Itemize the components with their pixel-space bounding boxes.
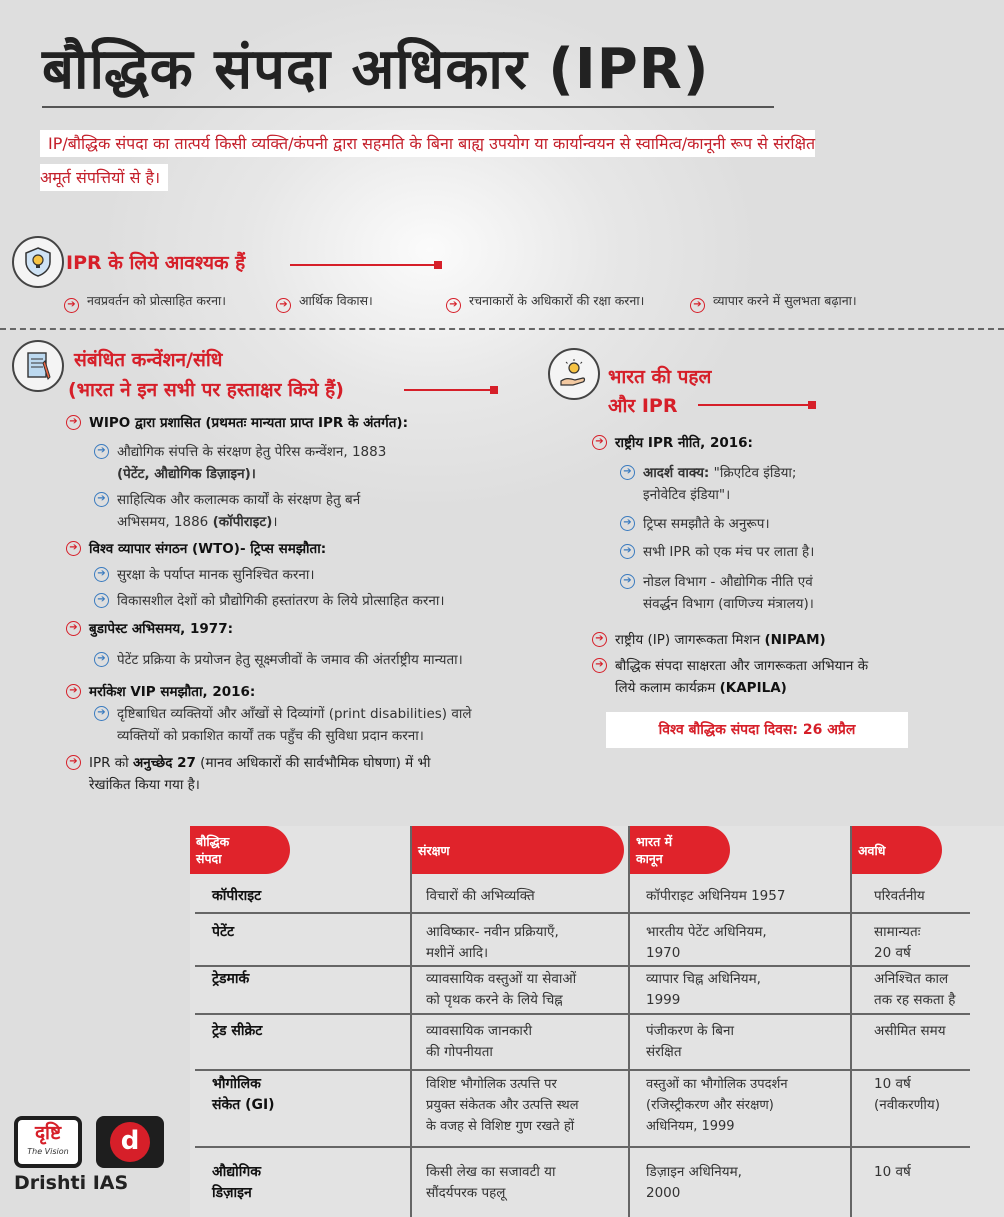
- list-item: ➔ WIPO द्वारा प्रशासित (प्रथमतः मान्यता प्राप्त IPR के अंतर्गत):: [66, 412, 486, 434]
- document-icon: [12, 340, 64, 392]
- arrow-circle-icon: ➔: [94, 567, 109, 582]
- arrow-circle-icon: ➔: [620, 465, 635, 480]
- table-cell-protection: व्यावसायिक वस्तुओं या सेवाओं को पृथक करने के लिये चिह्न: [426, 971, 577, 1008]
- sub-list-item: ➔ औद्योगिक संपत्ति के संरक्षण हेतु पेरिस कन्वेंशन, 1883 (पेटेंट, औद्योगिक डिज़ाइन)।: [94, 441, 494, 485]
- list-item: ➔ मर्राकेश VIP समझौता, 2016:: [66, 681, 486, 703]
- table-cell-duration: अनिश्चित काल तक रह सकता है: [874, 971, 956, 1008]
- list-item: ➔ विश्व व्यापार संगठन (WTO)- ट्रिप्स समझौता:: [66, 538, 486, 560]
- arrow-circle-icon: ➔: [620, 544, 635, 559]
- sub-list-item: ➔ दृष्टिबाधित व्यक्तियों और आँखों से दिव्यांगों (print disabilities) वाले व्यक्तियों को प्रकाशित कार्यों तक पहुँच की सुविधा प्रदान करना।: [94, 703, 534, 747]
- table-cell-duration: 10 वर्ष (नवीकरणीय): [874, 1076, 941, 1113]
- table-cell-protection: विचारों की अभिव्यक्ति: [426, 888, 535, 904]
- intro-text: [40, 127, 816, 195]
- needs-item: ➔ आर्थिक विकास।: [276, 292, 373, 313]
- table-header-law: भारत में कानून: [630, 826, 730, 874]
- table-cell-law: भारतीय पेटेंट अधिनियम, 1970: [646, 924, 767, 961]
- conventions-heading-rule: [404, 389, 494, 391]
- sub-list-item: ➔ विकासशील देशों को प्रौद्योगिकी हस्तांतरण के लिये प्रोत्साहित करना।: [94, 590, 534, 612]
- table-row-divider: [195, 1146, 970, 1148]
- arrow-circle-icon: ➔: [66, 415, 81, 430]
- sub-list-item: ➔ ट्रिप्स समझौते के अनुरूप।: [620, 513, 980, 535]
- arrow-circle-icon: ➔: [592, 658, 607, 673]
- table-row-divider: [195, 1069, 970, 1071]
- arrow-circle-icon: ➔: [592, 435, 607, 450]
- table-cell-law: पंजीकरण के बिना संरक्षित: [646, 1023, 734, 1060]
- arrow-circle-icon: ➔: [66, 621, 81, 636]
- arrow-circle-icon: ➔: [66, 684, 81, 699]
- india-heading-rule: [698, 404, 812, 406]
- table-cell-duration: असीमित समय: [874, 1023, 946, 1039]
- section-divider: [0, 328, 1004, 330]
- arrow-circle-icon: ➔: [690, 298, 705, 313]
- table-cell-law: वस्तुओं का भौगोलिक उपदर्शन (रजिस्ट्रीकरण और संरक्षण) अधिनियम, 1999: [646, 1077, 788, 1134]
- table-row-divider: [195, 912, 970, 914]
- table-col-divider: [410, 826, 412, 1217]
- arrow-circle-icon: ➔: [66, 755, 81, 770]
- conventions-subheading: (भारत ने इन सभी पर हस्ताक्षर किये हैं): [68, 379, 344, 401]
- title-divider: [42, 106, 774, 108]
- arrow-circle-icon: ➔: [620, 574, 635, 589]
- list-item: ➔ बौद्धिक संपदा साक्षरता और जागरूकता अभियान के लिये कलाम कार्यक्रम (KAPILA): [592, 655, 992, 699]
- sub-list-item: ➔ पेटेंट प्रक्रिया के प्रयोजन हेतु सूक्ष्मजीवों के जमाव की अंतर्राष्ट्रीय मान्यता।: [94, 649, 534, 671]
- table-cell-ip: ट्रेड सीक्रेट: [212, 1023, 263, 1039]
- table-col-divider: [850, 826, 852, 1217]
- arrow-circle-icon: ➔: [64, 298, 79, 313]
- arrow-circle-icon: ➔: [66, 541, 81, 556]
- table-cell-ip: औद्योगिक डिज़ाइन: [212, 1164, 262, 1201]
- table-row-divider: [195, 1013, 970, 1015]
- sub-list-item: ➔ आदर्श वाक्य: "क्रिएटिव इंडिया; इनोवेटिव इंडिया"।: [620, 462, 980, 506]
- arrow-circle-icon: ➔: [94, 492, 109, 507]
- list-item: ➔ IPR को अनुच्छेद 27 (मानव अधिकारों की सार्वभौमिक घोषणा) में भी रेखांकित किया गया है।: [66, 752, 486, 796]
- arrow-circle-icon: ➔: [446, 298, 461, 313]
- table-cell-duration: सामान्यतः 20 वर्ष: [874, 924, 921, 961]
- sub-list-item: ➔ नोडल विभाग - औद्योगिक नीति एवं संवर्द्धन विभाग (वाणिज्य मंत्रालय)।: [620, 571, 980, 615]
- world-ip-day-banner: विश्व बौद्धिक संपदा दिवस: 26 अप्रैल: [606, 712, 908, 748]
- sub-list-item: ➔ सुरक्षा के पर्याप्त मानक सुनिश्चित करना।: [94, 564, 534, 586]
- page-title: बौद्धिक संपदा अधिकार (IPR): [42, 37, 710, 102]
- arrow-circle-icon: ➔: [94, 593, 109, 608]
- table-col-divider: [628, 826, 630, 1217]
- intro-highlight: IP/बौद्धिक संपदा का तात्पर्य किसी व्यक्ति/कंपनी द्वारा सहमति के बिना बाह्य उपयोग या कार्यान्वयन से स्वामित्व/कानूनी रूप से संरक्षित अमूर्त संपत्तियों से है।: [40, 130, 815, 191]
- table-header-ip: बौद्धिक संपदा: [190, 826, 290, 874]
- list-item: ➔ बुडापेस्ट अभिसमय, 1977:: [66, 618, 486, 640]
- table-row-divider: [195, 965, 970, 967]
- table-cell-protection: विशिष्ट भौगोलिक उत्पत्ति पर प्रयुक्त संकेतक और उत्पत्ति स्थल के वजह से विशिष्ट गुण रखते हों: [426, 1077, 579, 1134]
- arrow-circle-icon: ➔: [592, 632, 607, 647]
- table-cell-law: कॉपीराइट अधिनियम 1957: [646, 888, 786, 904]
- india-heading: भारत की पहल: [608, 366, 712, 388]
- list-item: ➔ राष्ट्रीय (IP) जागरूकता मिशन (NIPAM): [592, 629, 982, 651]
- needs-item: ➔ व्यापार करने में सुलभता बढ़ाना।: [690, 292, 857, 313]
- conventions-heading: संबंधित कन्वेंशन/संधि: [74, 349, 223, 371]
- table-cell-duration: 10 वर्ष: [874, 1164, 911, 1180]
- india-subheading: और IPR: [608, 395, 678, 417]
- table-cell-ip: कॉपीराइट: [212, 888, 262, 904]
- bulb-shield-icon: [12, 236, 64, 288]
- arrow-circle-icon: ➔: [94, 652, 109, 667]
- sub-list-item: ➔ सभी IPR को एक मंच पर लाता है।: [620, 541, 980, 563]
- list-item: ➔ राष्ट्रीय IPR नीति, 2016:: [592, 432, 972, 454]
- needs-item: ➔ नवप्रवर्तन को प्रोत्साहित करना।: [64, 292, 226, 313]
- table-cell-ip: ट्रेडमार्क: [212, 971, 250, 987]
- table-header-protection: संरक्षण: [412, 826, 624, 874]
- needs-item: ➔ रचनाकारों के अधिकारों की रक्षा करना।: [446, 292, 644, 313]
- arrow-circle-icon: ➔: [620, 516, 635, 531]
- table-cell-ip: भौगोलिक संकेत (GI): [212, 1076, 275, 1113]
- table-cell-protection: व्यावसायिक जानकारी की गोपनीयता: [426, 1023, 532, 1060]
- drishti-app-logo: d: [96, 1116, 164, 1168]
- drishti-logo: दृष्टि The Vision: [14, 1116, 82, 1168]
- needs-heading: IPR के लिये आवश्यक हैं: [66, 252, 246, 274]
- needs-heading-rule: [290, 264, 438, 266]
- table-header-duration: अवधि: [852, 826, 942, 874]
- table-cell-law: व्यापार चिह्न अधिनियम, 1999: [646, 971, 761, 1008]
- arrow-circle-icon: ➔: [276, 298, 291, 313]
- table-cell-ip: पेटेंट: [212, 924, 235, 940]
- table-cell-duration: परिवर्तनीय: [874, 888, 925, 904]
- arrow-circle-icon: ➔: [94, 444, 109, 459]
- brand-name: Drishti IAS: [14, 1172, 129, 1194]
- table-cell-protection: किसी लेख का सजावटी या सौंदर्यपरक पहलू: [426, 1164, 556, 1201]
- sub-list-item: ➔ साहित्यिक और कलात्मक कार्यों के संरक्षण हेतु बर्न अभिसमय, 1886 (कॉपीराइट)।: [94, 489, 494, 533]
- arrow-circle-icon: ➔: [94, 706, 109, 721]
- hand-bulb-icon: [548, 348, 600, 400]
- table-cell-law: डिज़ाइन अधिनियम, 2000: [646, 1164, 742, 1201]
- table-cell-protection: आविष्कार- नवीन प्रक्रियाएँ, मशीनें आदि।: [426, 924, 559, 961]
